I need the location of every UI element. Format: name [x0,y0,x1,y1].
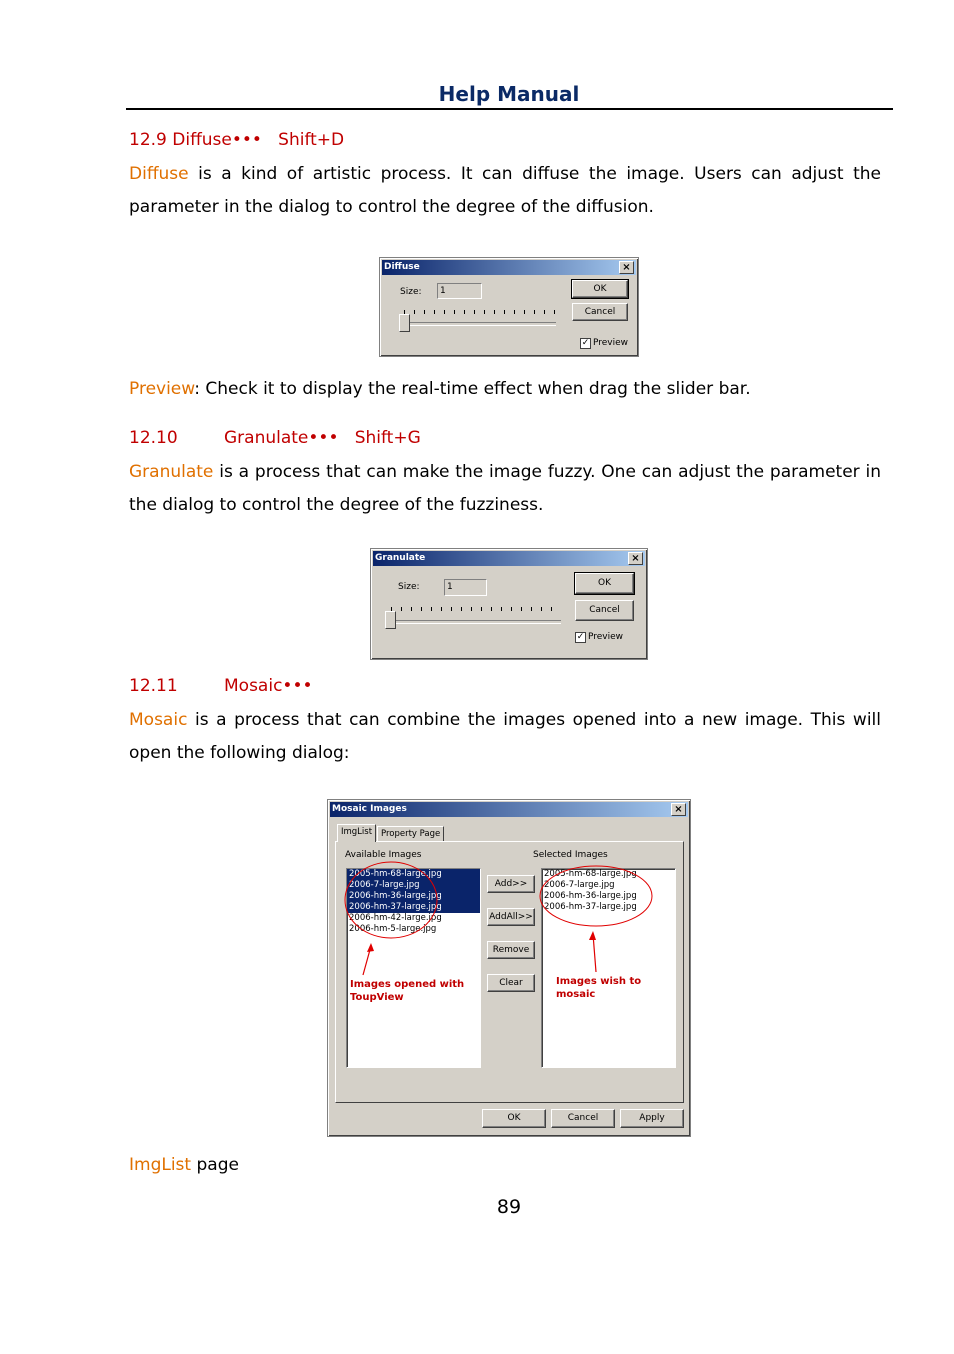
list-item[interactable]: 2006-7-large.jpg [347,880,480,891]
section-heading-granulate: Granulate••• Shift+G [224,428,421,448]
granulate-dialog-title: Granulate [375,553,426,563]
keyword-granulate: Granulate [129,462,214,482]
slider-thumb[interactable] [399,314,410,332]
mosaic-dialog [327,799,691,1137]
size-label: Size: [400,287,422,297]
paragraph-imglist [129,1155,239,1175]
selected-images-label: Selected Images [533,850,608,860]
list-item[interactable]: 2005-hm-68-large.jpg [544,869,637,879]
arrowhead-icon [589,931,596,940]
annotation-right-line1: Images wish to [556,976,642,987]
size-label: Size: [398,582,420,592]
list-item[interactable]: 2006-hm-36-large.jpg [347,891,480,902]
slider-thumb[interactable] [385,611,396,629]
granulate-dialog-titlebar [373,551,645,566]
preview-checkbox[interactable]: ✓ [576,632,585,642]
keyword-mosaic: Mosaic [129,710,188,730]
diffuse-dialog [379,257,639,357]
ok-button[interactable]: OK [482,1109,546,1128]
diffuse-dialog-titlebar [382,260,636,275]
preview-label: Preview [588,632,624,642]
keyword-imglist: ImgList [129,1155,192,1175]
add-button[interactable]: Add>> [487,875,535,893]
apply-button[interactable]: Apply [620,1109,684,1128]
paragraph-granulate [129,456,881,522]
tab-property-page[interactable]: Property Page [377,826,444,842]
paragraph-diffuse [129,158,881,224]
list-item[interactable]: 2006-hm-37-large.jpg [544,902,637,912]
size-input[interactable]: 1 [437,283,482,299]
ok-button[interactable]: OK [575,573,634,594]
cancel-button[interactable]: Cancel [551,1109,615,1128]
paragraph-diffuse-text: is a kind of artistic process. It can diffuse the image. Users can adjust the parameter in the dialog to control the degree of the diffusion. [129,164,881,217]
preview-checkbox[interactable]: ✓ [581,338,590,348]
annotation-overlay [328,800,690,1136]
slider-track [387,620,561,624]
diffuse-dialog-title: Diffuse [384,262,420,272]
list-item[interactable]: 2006-hm-36-large.jpg [544,891,637,901]
add-all-button[interactable]: AddAll>> [487,908,535,926]
size-input[interactable]: 1 [444,579,487,596]
close-icon[interactable]: × [671,803,686,816]
clear-button[interactable]: Clear [487,974,535,992]
preview-label: Preview [593,338,629,348]
paragraph-preview [129,373,881,406]
paragraph-granulate-text: is a process that can make the image fuzzy. One can adjust the parameter in the dialog to control the degree of the fuzziness. [129,462,881,515]
slider-ticks [391,607,559,611]
tab-imglist[interactable]: ImgList [337,824,376,842]
cancel-button[interactable]: Cancel [575,600,634,621]
list-item[interactable]: 2005-hm-68-large.jpg [347,869,480,880]
section-heading-mosaic: Mosaic••• [224,676,313,696]
annotation-left-line1: Images opened with [350,979,465,990]
arrowhead-icon [367,943,374,952]
page-number: 89 [496,1196,522,1218]
remove-button[interactable]: Remove [487,941,535,959]
close-icon[interactable]: × [628,552,643,565]
list-item[interactable]: 2006-hm-37-large.jpg [347,902,480,913]
section-heading-diffuse: 12.9 Diffuse••• Shift+D [129,130,345,150]
annotation-left [350,978,464,1004]
slider-ticks [404,310,556,314]
paragraph-mosaic [129,704,881,770]
list-item[interactable]: 2006-hm-5-large.jpg [349,924,437,934]
annotation-circle-right [540,866,652,926]
slider-track [400,322,556,326]
annotation-right [556,975,641,1001]
paragraph-imglist-text: page [191,1155,239,1175]
header-rule [126,108,893,110]
paragraph-mosaic-text: is a process that can combine the images opened into a new image. This will open the following dialog: [129,710,881,763]
keyword-diffuse: Diffuse [129,164,189,184]
section-number-granulate: 12.10 [129,428,178,448]
section-number-mosaic: 12.11 [129,676,178,696]
available-images-label: Available Images [345,850,422,860]
ok-button[interactable]: OK [572,280,628,298]
annotation-right-line2: mosaic [556,989,596,1000]
page-header-title: Help Manual [438,82,580,106]
close-icon[interactable]: × [619,261,634,274]
paragraph-preview-text: : Check it to display the real-time effect when drag the slider bar. [194,379,751,399]
list-item[interactable]: 2006-7-large.jpg [544,880,615,890]
mosaic-dialog-title: Mosaic Images [332,804,407,814]
granulate-dialog [370,548,648,660]
list-item[interactable]: 2006-hm-42-large.jpg [349,913,442,923]
annotation-left-line2: ToupView [350,992,404,1003]
annotation-circle-left [345,862,437,938]
cancel-button[interactable]: Cancel [572,303,628,321]
keyword-preview: Preview [129,379,195,399]
